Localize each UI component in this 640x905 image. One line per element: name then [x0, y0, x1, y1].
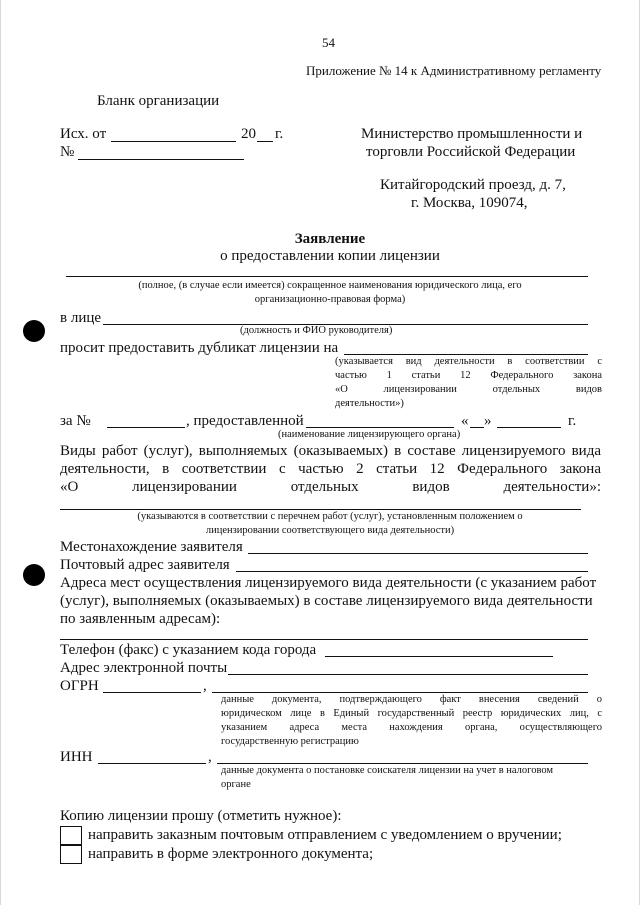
work-types-line3: «О лицензировании отдельных видов деятельности»: [60, 479, 601, 495]
location-label: Местонахождение заявителя [60, 539, 243, 555]
scan-edge-left [0, 0, 1, 905]
ogrn-hint-2: юридическом лице в Единый государственный реестр юридических лиц, с [221, 708, 602, 719]
outgoing-number-label: № [60, 144, 75, 160]
email-label: Адрес электронной почты [60, 660, 228, 676]
activity-type-hint-3: «О лицензировании отдельных видов [335, 384, 602, 395]
activity-type-hint-2: частью 1 статьи 12 Федерального закона [335, 370, 602, 381]
outgoing-number-line[interactable] [78, 159, 244, 160]
inn-document-line[interactable] [217, 763, 588, 764]
work-types-line2: деятельности, в соответствии с частью 2 статьи 12 Федерального закона [60, 461, 601, 477]
inn-number-line[interactable] [98, 763, 206, 764]
license-issued-by-label: , предоставленной [186, 413, 304, 429]
phone-label: Телефон (факс) с указанием кода города [60, 642, 317, 658]
activity-type-hint-1: (указывается вид деятельности в соответствии с [335, 356, 602, 367]
representative-hint: (должность и ФИО руководителя) [240, 325, 393, 336]
inn-label: ИНН [60, 749, 93, 765]
delivery-mail-checkbox[interactable] [60, 826, 82, 845]
request-text: просит предоставить дубликат лицензии на [60, 340, 339, 356]
appendix-note: Приложение № 14 к Административному регламенту [306, 63, 602, 78]
license-quote-open: « [461, 413, 469, 429]
activity-type-hint-4: деятельности») [335, 398, 404, 409]
delivery-electronic-label: направить в форме электронного документа; [88, 846, 374, 862]
ogrn-hint-1: данные документа, подтверждающего факт внесения сведений о [221, 694, 602, 705]
work-types-line[interactable] [60, 509, 581, 510]
outgoing-date-line[interactable] [111, 141, 236, 142]
org-name-line[interactable] [66, 276, 588, 277]
document-title: Заявление [294, 231, 366, 247]
work-types-hint-1: (указываются в соответствии с перечнем работ (услуг), установленным положением о [137, 511, 523, 522]
ogrn-hint-3: указанием адреса места нахождения органа, осуществляющего [221, 722, 602, 733]
ogrn-separator: , [203, 678, 207, 694]
postal-address-line[interactable] [236, 571, 588, 572]
work-types-line1: Виды работ (услуг), выполняемых (оказываемых) в составе лицензируемого вида [60, 443, 601, 459]
document-subtitle: о предоставлении копии лицензии [220, 248, 440, 264]
page-number: 54 [322, 35, 335, 50]
ogrn-document-line[interactable] [212, 692, 588, 693]
license-month-year-line[interactable] [497, 427, 561, 428]
activity-type-line[interactable] [344, 354, 588, 355]
activity-address-line3: по заявленным адресам): [60, 611, 221, 627]
license-day-line[interactable] [470, 427, 484, 428]
delivery-mail-label: направить заказным почтовым отправлением с уведомлением о вручении; [88, 827, 562, 843]
activity-address-line2: (услуг), выполняемых (оказываемых) в составе лицензируемого вида деятельности [60, 593, 593, 609]
addressee-line2: торговли Российской Федерации [366, 144, 576, 160]
license-authority-hint: (наименование лицензирующего органа) [278, 429, 461, 440]
license-number-label: за № [60, 413, 91, 429]
postal-address-label: Почтовый адрес заявителя [60, 557, 230, 573]
punch-hole-bottom [23, 564, 45, 586]
outgoing-year-prefix: 20 [241, 126, 256, 142]
letterhead-label: Бланк организации [97, 93, 220, 109]
outgoing-year-suffix: г. [275, 126, 284, 142]
ogrn-number-line[interactable] [103, 692, 201, 693]
activity-address-line1: Адреса мест осуществления лицензируемого вида деятельности (с указанием работ [60, 575, 597, 591]
phone-line[interactable] [325, 656, 553, 657]
ogrn-hint-4: государственную регистрацию [221, 736, 359, 747]
license-number-line[interactable] [107, 427, 185, 428]
addressee-address2: г. Москва, 109074, [411, 195, 528, 211]
inn-separator: , [208, 749, 212, 765]
inn-hint-2: органе [221, 779, 251, 790]
punch-hole-top [23, 320, 45, 342]
outgoing-year-line[interactable] [257, 141, 273, 142]
license-authority-line[interactable] [306, 427, 454, 428]
activity-address-input-line[interactable] [60, 639, 588, 640]
addressee-line1: Министерство промышленности и [361, 126, 583, 142]
license-year-suffix: г. [568, 413, 577, 429]
location-line[interactable] [248, 553, 588, 554]
delivery-prompt: Копию лицензии прошу (отметить нужное): [60, 808, 342, 824]
org-name-hint-2: организационно-правовая форма) [254, 294, 406, 305]
work-types-hint-2: лицензировании соответствующего вида деятельности) [205, 525, 455, 536]
delivery-electronic-checkbox[interactable] [60, 845, 82, 864]
email-line[interactable] [228, 674, 588, 675]
ogrn-label: ОГРН [60, 678, 99, 694]
representative-label: в лице [60, 310, 102, 326]
license-quote-close: » [484, 413, 492, 429]
outgoing-ref-label: Исх. от [60, 126, 107, 142]
inn-hint-1: данные документа о постановке соискателя лицензии на учет в налоговом [221, 765, 554, 776]
addressee-address1: Китайгородский проезд, д. 7, [380, 177, 566, 193]
org-name-hint-1: (полное, (в случае если имеется) сокращенное наименования юридического лица, его [138, 280, 522, 291]
